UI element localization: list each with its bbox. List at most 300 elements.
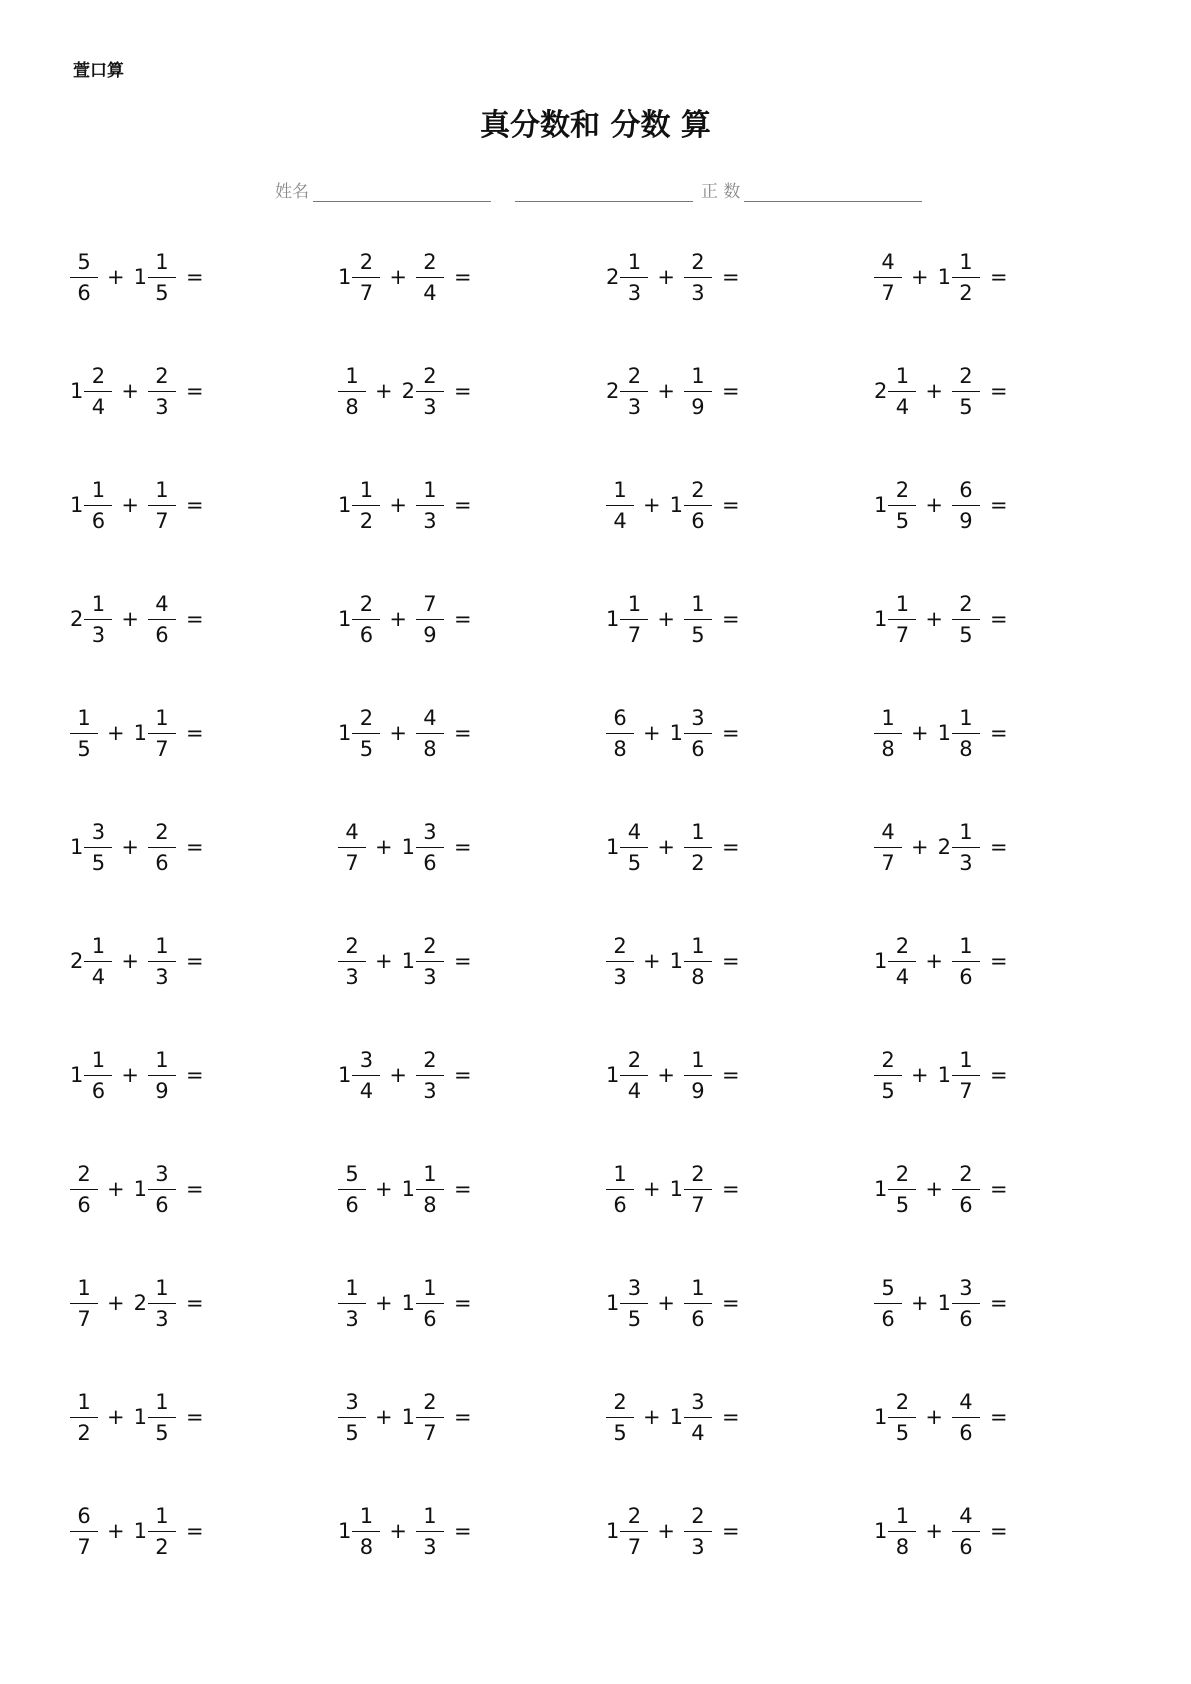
mixed-number	[952, 1163, 980, 1216]
page-title: 真分数和 分数 算	[480, 108, 711, 143]
fraction	[952, 1163, 980, 1216]
mixed-number	[402, 1391, 444, 1444]
fraction-bar	[148, 619, 176, 620]
whole-number: 2	[874, 379, 888, 403]
mixed-number	[338, 1163, 366, 1216]
fraction	[952, 251, 980, 304]
fraction-bar	[620, 277, 648, 278]
problem	[70, 475, 204, 535]
denominator: 5	[359, 736, 374, 761]
mixed-number	[874, 593, 916, 646]
denominator: 6	[155, 1192, 169, 1217]
problem	[874, 1159, 1008, 1219]
fraction	[416, 1505, 444, 1558]
denominator: 2	[359, 508, 374, 533]
denominator: 3	[155, 394, 169, 419]
mixed-number	[148, 365, 176, 418]
numerator: 1	[613, 477, 627, 502]
plus-sign: +	[657, 1519, 675, 1543]
numerator: 2	[959, 591, 973, 616]
problem	[874, 589, 1008, 649]
fraction-bar	[606, 1417, 634, 1418]
numerator: 1	[155, 933, 169, 958]
mixed-number	[874, 365, 916, 418]
numerator: 3	[423, 819, 437, 844]
fraction-bar	[148, 1417, 176, 1418]
numerator: 2	[359, 705, 374, 730]
whole-number: 2	[606, 379, 620, 403]
fraction	[148, 1505, 176, 1558]
fraction	[684, 1505, 712, 1558]
fraction	[148, 1277, 176, 1330]
equals-sign: =	[185, 721, 204, 745]
denominator: 7	[359, 280, 374, 305]
fraction	[70, 1277, 98, 1330]
mixed-number	[670, 479, 712, 532]
whole-number: 1	[70, 835, 84, 859]
denominator: 7	[423, 1420, 437, 1445]
whole-number: 1	[874, 1405, 888, 1429]
problem	[606, 1501, 740, 1561]
denominator: 6	[691, 1306, 705, 1331]
problem	[606, 475, 740, 535]
numerator: 7	[423, 591, 437, 616]
plus-sign: +	[375, 379, 393, 403]
numerator: 4	[155, 591, 169, 616]
denominator: 7	[77, 1306, 91, 1331]
plus-sign: +	[925, 1177, 943, 1201]
denominator: 8	[423, 1192, 437, 1217]
numerator: 3	[691, 705, 705, 730]
problem	[70, 703, 204, 763]
mixed-number	[670, 1391, 712, 1444]
mixed-number	[606, 821, 648, 874]
fraction-bar	[84, 1075, 112, 1076]
whole-number: 1	[401, 949, 415, 973]
mixed-number	[952, 479, 980, 532]
equals-sign: =	[989, 493, 1008, 517]
equals-sign: =	[453, 721, 472, 745]
whole-number: 1	[606, 607, 620, 631]
fraction	[352, 251, 380, 304]
whole-number: 1	[874, 607, 888, 631]
numerator: 2	[881, 1047, 895, 1072]
fraction	[148, 1163, 176, 1216]
equals-sign: =	[989, 1519, 1008, 1543]
equals-sign: =	[453, 835, 472, 859]
plus-sign: +	[643, 721, 661, 745]
numerator: 1	[345, 1275, 359, 1300]
fraction	[338, 1277, 366, 1330]
whole-number: 1	[338, 1519, 352, 1543]
problem	[70, 931, 204, 991]
denominator: 9	[423, 622, 437, 647]
whole-number: 2	[133, 1291, 147, 1315]
mixed-number	[148, 593, 176, 646]
fraction	[338, 1391, 366, 1444]
fraction	[952, 365, 980, 418]
fraction-bar	[338, 1189, 366, 1190]
name-label: 姓名	[275, 182, 309, 202]
fraction	[952, 479, 980, 532]
fraction	[416, 935, 444, 988]
whole-number: 1	[937, 1063, 951, 1087]
fraction-bar	[684, 505, 712, 506]
fraction-bar	[352, 1531, 380, 1532]
numerator: 1	[155, 249, 169, 274]
fraction-bar	[874, 733, 902, 734]
denominator: 4	[613, 508, 627, 533]
whole-number: 1	[937, 721, 951, 745]
plus-sign: +	[107, 1291, 125, 1315]
denominator: 2	[691, 850, 705, 875]
fraction-bar	[148, 505, 176, 506]
numerator: 6	[613, 705, 627, 730]
fraction-bar	[148, 1303, 176, 1304]
plus-sign: +	[107, 1405, 125, 1429]
fraction-bar	[620, 1303, 648, 1304]
equals-sign: =	[453, 1519, 472, 1543]
plus-sign: +	[911, 1063, 929, 1087]
mixed-number	[70, 1049, 112, 1102]
whole-number: 1	[133, 265, 147, 289]
fraction	[352, 593, 380, 646]
numerator: 2	[895, 933, 910, 958]
mixed-number	[134, 1163, 176, 1216]
numerator: 1	[627, 591, 642, 616]
problem	[70, 1045, 204, 1105]
mixed-number	[148, 1049, 176, 1102]
fraction	[416, 251, 444, 304]
denominator: 3	[155, 1306, 169, 1331]
fraction-bar	[684, 1417, 712, 1418]
plus-sign: +	[389, 1063, 407, 1087]
fraction-bar	[874, 1303, 902, 1304]
denominator: 3	[423, 1078, 437, 1103]
mixed-number	[606, 1049, 648, 1102]
denominator: 3	[155, 964, 169, 989]
fraction-bar	[952, 505, 980, 506]
fraction-bar	[888, 505, 916, 506]
plus-sign: +	[375, 1291, 393, 1315]
problem	[338, 361, 472, 421]
mixed-number	[606, 1277, 648, 1330]
numerator: 1	[91, 1047, 106, 1072]
fraction-bar	[952, 1531, 980, 1532]
fraction-bar	[684, 1075, 712, 1076]
mixed-number	[402, 365, 444, 418]
numerator: 1	[959, 249, 973, 274]
denominator: 8	[895, 1534, 910, 1559]
mixed-number	[938, 251, 980, 304]
fraction	[620, 1049, 648, 1102]
whole-number: 1	[937, 265, 951, 289]
fraction-bar	[84, 619, 112, 620]
mixed-number	[134, 707, 176, 760]
problem	[338, 931, 472, 991]
fraction	[874, 707, 902, 760]
numerator: 1	[155, 477, 169, 502]
fraction-bar	[874, 277, 902, 278]
plus-sign: +	[375, 835, 393, 859]
equals-sign: =	[721, 379, 740, 403]
denominator: 6	[959, 1534, 973, 1559]
plus-sign: +	[925, 379, 943, 403]
numerator: 3	[359, 1047, 374, 1072]
fraction	[952, 1277, 980, 1330]
plus-sign: +	[657, 1063, 675, 1087]
problem	[338, 1273, 472, 1333]
denominator: 3	[691, 1534, 705, 1559]
numerator: 1	[91, 933, 106, 958]
fraction-bar	[148, 277, 176, 278]
denominator: 2	[155, 1534, 169, 1559]
denominator: 2	[959, 280, 973, 305]
numerator: 1	[77, 1275, 91, 1300]
plus-sign: +	[643, 493, 661, 517]
problem	[606, 589, 740, 649]
mixed-number	[684, 365, 712, 418]
mixed-number	[402, 821, 444, 874]
numerator: 6	[77, 1503, 91, 1528]
equals-sign: =	[721, 1519, 740, 1543]
fraction-bar	[416, 619, 444, 620]
equals-sign: =	[453, 949, 472, 973]
denominator: 7	[895, 622, 910, 647]
fraction-bar	[338, 1417, 366, 1418]
numerator: 1	[77, 705, 91, 730]
fraction-bar	[84, 847, 112, 848]
fraction	[888, 365, 916, 418]
numerator: 1	[895, 363, 910, 388]
mixed-number	[70, 251, 98, 304]
equals-sign: =	[453, 379, 472, 403]
fraction	[620, 593, 648, 646]
plus-sign: +	[911, 835, 929, 859]
whole-number: 1	[874, 949, 888, 973]
problem	[874, 1501, 1008, 1561]
fraction-bar	[952, 961, 980, 962]
denominator: 4	[91, 394, 106, 419]
fraction-bar	[416, 1417, 444, 1418]
fraction-bar	[70, 1189, 98, 1190]
fraction	[620, 365, 648, 418]
denominator: 4	[359, 1078, 374, 1103]
numerator: 4	[881, 819, 895, 844]
numerator: 6	[959, 477, 973, 502]
fraction-bar	[338, 391, 366, 392]
fraction-bar	[416, 1531, 444, 1532]
mixed-number	[938, 1277, 980, 1330]
fraction-bar	[416, 391, 444, 392]
fraction	[70, 707, 98, 760]
numerator: 4	[959, 1389, 973, 1414]
whole-number: 1	[606, 1519, 620, 1543]
fraction-bar	[888, 1417, 916, 1418]
numerator: 1	[895, 591, 910, 616]
mixed-number	[134, 1505, 176, 1558]
plus-sign: +	[121, 949, 139, 973]
mixed-number	[952, 593, 980, 646]
fraction	[70, 1391, 98, 1444]
mixed-number	[684, 1277, 712, 1330]
equals-sign: =	[721, 949, 740, 973]
whole-number: 1	[133, 721, 147, 745]
problem	[70, 1159, 204, 1219]
equals-sign: =	[721, 265, 740, 289]
fraction-bar	[684, 1531, 712, 1532]
denominator: 7	[881, 280, 895, 305]
denominator: 6	[91, 508, 106, 533]
equals-sign: =	[721, 493, 740, 517]
numerator: 2	[423, 1389, 437, 1414]
fraction-bar	[148, 1531, 176, 1532]
fraction-bar	[70, 1417, 98, 1418]
mixed-number	[684, 821, 712, 874]
plus-sign: +	[121, 493, 139, 517]
numerator: 2	[691, 1161, 705, 1186]
denominator: 4	[895, 394, 910, 419]
denominator: 5	[91, 850, 106, 875]
fraction	[352, 1049, 380, 1102]
mixed-number	[606, 365, 648, 418]
fraction-bar	[684, 847, 712, 848]
fraction-bar	[684, 277, 712, 278]
numerator: 1	[959, 819, 973, 844]
whole-number: 1	[606, 1291, 620, 1315]
fraction	[952, 1505, 980, 1558]
fraction-bar	[338, 1303, 366, 1304]
mixed-number	[416, 593, 444, 646]
numerator: 2	[627, 1047, 642, 1072]
fraction	[684, 935, 712, 988]
denominator: 4	[691, 1420, 705, 1445]
plus-sign: +	[375, 1405, 393, 1429]
fraction	[606, 935, 634, 988]
plus-sign: +	[107, 1519, 125, 1543]
fraction-bar	[148, 733, 176, 734]
fraction	[952, 935, 980, 988]
fraction-bar	[620, 391, 648, 392]
problem	[874, 817, 1008, 877]
denominator: 7	[155, 508, 169, 533]
numerator: 1	[155, 1503, 169, 1528]
fraction	[952, 1391, 980, 1444]
mixed-number	[148, 935, 176, 988]
whole-number: 1	[669, 721, 683, 745]
fraction	[416, 1163, 444, 1216]
whole-number: 1	[401, 1291, 415, 1315]
mixed-number	[874, 1277, 902, 1330]
header-label: 萱口算	[73, 61, 124, 81]
mixed-number	[606, 479, 634, 532]
plus-sign: +	[657, 607, 675, 631]
fraction-bar	[338, 961, 366, 962]
numerator: 1	[359, 1503, 374, 1528]
mixed-number	[70, 707, 98, 760]
fraction-bar	[952, 1303, 980, 1304]
equals-sign: =	[989, 1063, 1008, 1087]
denominator: 6	[881, 1306, 895, 1331]
numerator: 2	[359, 249, 374, 274]
whole-number: 1	[669, 949, 683, 973]
fraction	[606, 479, 634, 532]
whole-number: 1	[606, 1063, 620, 1087]
fraction	[352, 707, 380, 760]
denominator: 3	[627, 280, 642, 305]
fraction	[952, 707, 980, 760]
numerator: 2	[691, 477, 705, 502]
numerator: 1	[155, 1275, 169, 1300]
denominator: 7	[77, 1534, 91, 1559]
equals-sign: =	[185, 1063, 204, 1087]
mixed-number	[952, 365, 980, 418]
equals-sign: =	[453, 493, 472, 517]
fraction-bar	[952, 391, 980, 392]
problem	[338, 1501, 472, 1561]
problem	[874, 361, 1008, 421]
mixed-number	[338, 1277, 366, 1330]
denominator: 5	[155, 280, 169, 305]
mixed-number	[402, 1277, 444, 1330]
whole-number: 1	[669, 1177, 683, 1201]
plus-sign: +	[657, 265, 675, 289]
denominator: 7	[627, 1534, 642, 1559]
numerator: 2	[627, 363, 642, 388]
plus-sign: +	[121, 379, 139, 403]
denominator: 5	[613, 1420, 627, 1445]
numerator: 2	[423, 1047, 437, 1072]
denominator: 9	[155, 1078, 169, 1103]
fraction-bar	[888, 619, 916, 620]
fraction	[84, 365, 112, 418]
fraction	[684, 1049, 712, 1102]
equals-sign: =	[721, 835, 740, 859]
plus-sign: +	[389, 1519, 407, 1543]
numerator: 5	[77, 249, 91, 274]
mixed-number	[338, 479, 380, 532]
plus-sign: +	[121, 1063, 139, 1087]
equals-sign: =	[453, 265, 472, 289]
fraction-bar	[352, 733, 380, 734]
whole-number: 2	[401, 379, 415, 403]
plus-sign: +	[925, 1519, 943, 1543]
fraction-bar	[620, 1075, 648, 1076]
fraction-bar	[620, 619, 648, 620]
numerator: 2	[895, 1389, 910, 1414]
denominator: 5	[627, 850, 642, 875]
fraction-bar	[952, 619, 980, 620]
equals-sign: =	[185, 265, 204, 289]
denominator: 6	[155, 622, 169, 647]
mixed-number	[874, 1391, 916, 1444]
numerator: 1	[691, 1275, 705, 1300]
equals-sign: =	[989, 379, 1008, 403]
mixed-number	[684, 593, 712, 646]
plus-sign: +	[657, 379, 675, 403]
equals-sign: =	[989, 607, 1008, 631]
numerator: 2	[959, 363, 973, 388]
problem	[874, 931, 1008, 991]
numerator: 1	[691, 363, 705, 388]
fraction-bar	[874, 847, 902, 848]
whole-number: 1	[133, 1519, 147, 1543]
equals-sign: =	[185, 379, 204, 403]
denominator: 7	[155, 736, 169, 761]
fraction	[338, 1163, 366, 1216]
whole-number: 1	[401, 1405, 415, 1429]
whole-number: 1	[70, 379, 84, 403]
